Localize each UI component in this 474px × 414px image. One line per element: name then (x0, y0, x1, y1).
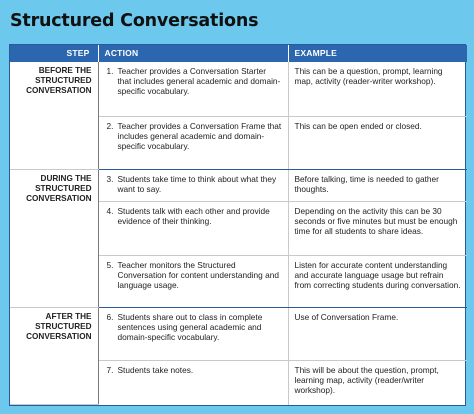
step-label-after: AFTER THE STRUCTURED CONVERSATION (10, 307, 98, 404)
action-number: 5. (106, 259, 114, 270)
header-example: EXAMPLE (288, 45, 467, 62)
action-cell (98, 255, 288, 307)
steps-table (10, 45, 467, 405)
structured-conversations-table (9, 44, 466, 406)
action-text: Students talk with each other and provide evidence of their thinking. (117, 205, 270, 226)
action-text: Teacher provides a Conversation Starter that includes general academic and domain-specific vocabulary. (117, 66, 281, 97)
step-label-before: BEFORE THE STRUCTURED CONVERSATION (10, 62, 98, 169)
action-text: Teacher monitors the Structured Conversation for content understanding and language usage. (117, 259, 279, 291)
action-cell (98, 62, 288, 116)
action-text: Teacher provides a Conversation Frame that includes general academic and domain-specific vocabulary. (117, 120, 282, 152)
step-label-during: DURING THE STRUCTURED CONVERSATION (10, 169, 98, 307)
example-cell: Depending on the activity this can be 30 seconds or five minutes but must be enough time for all students to share ideas. (288, 201, 467, 255)
action-cell (98, 116, 288, 169)
action-text: Students take notes. (117, 364, 194, 375)
header-action: ACTION (98, 45, 288, 62)
example-cell: This will be about the question, prompt, learning map, activity (reader/writer workshop). (294, 364, 439, 396)
header-row (10, 45, 467, 62)
action-number: 6. (106, 311, 114, 322)
action-number: 1. (106, 66, 114, 76)
table-row (10, 307, 467, 360)
action-cell (98, 360, 288, 404)
action-cell (98, 307, 288, 360)
action-number: 4. (106, 205, 114, 216)
action-cell (98, 169, 288, 201)
action-number: 7. (106, 364, 114, 375)
action-text: Students take time to think about what they want to say. (117, 173, 277, 195)
example-cell: This can be a question, prompt, learning map, activity (reader-writer workshop). (288, 62, 467, 116)
action-cell (98, 201, 288, 255)
table-row (10, 62, 467, 116)
example-cell: Before talking, time is needed to gather thoughts. (288, 169, 467, 201)
example-cell: This can be open ended or closed. (288, 116, 467, 169)
example-cell: Listen for accurate content understanding and accurate language usage but refrain from correcting students during conversation. (288, 255, 467, 307)
action-text: Students share out to class in complete sentences using general academic and domain-specific vocabulary. (117, 311, 263, 343)
table-row (10, 169, 467, 201)
header-step: STEP (10, 45, 98, 62)
page-title: Structured Conversations (10, 11, 259, 31)
example-cell: Use of Conversation Frame. (288, 307, 467, 360)
action-number: 2. (106, 120, 114, 131)
action-number: 3. (106, 173, 114, 184)
